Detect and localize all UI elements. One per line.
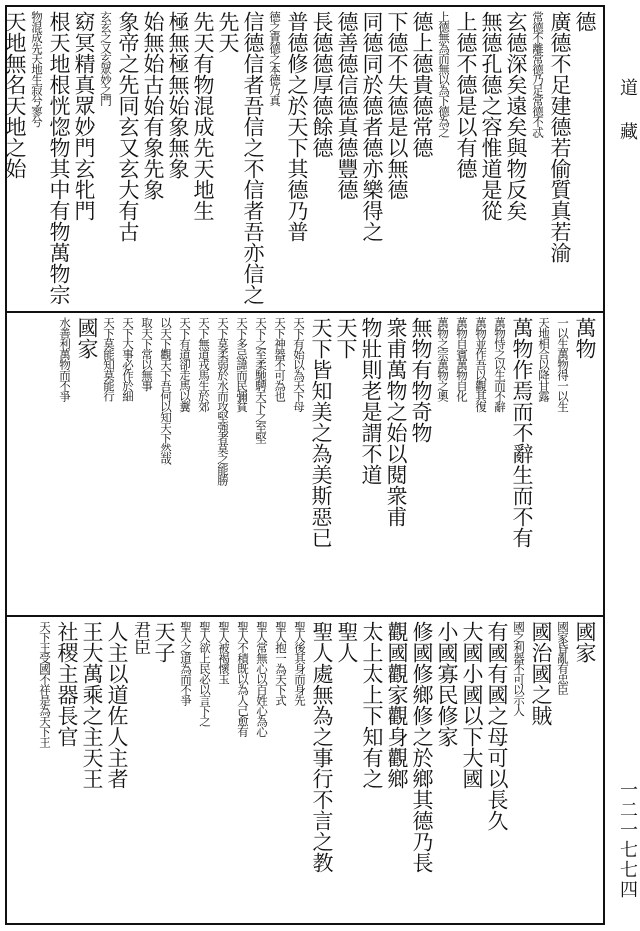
text-column: 常德不離常德乃足常德不忒 bbox=[531, 11, 545, 137]
text-column: 普德修之於天下其德乃普 bbox=[285, 11, 309, 242]
text-column: 無物有物奇物 bbox=[409, 317, 433, 443]
text-column: 聖人不積既以為人己愈有 bbox=[236, 621, 250, 737]
text-column: 國家昏亂有忠臣 bbox=[556, 621, 570, 695]
text-column: 天地無名天地之始 bbox=[3, 11, 27, 179]
text-column: 太上太上下知有之 bbox=[360, 621, 384, 789]
text-column: 天下有始以為天下母 bbox=[292, 317, 306, 412]
text-column: 聖人被褐懷玉 bbox=[217, 621, 231, 684]
text-panel-top bbox=[3, 7, 603, 313]
text-column: 長德德厚德餘德 bbox=[310, 11, 334, 158]
text-column: 萬物之宗萬物之奧 bbox=[436, 317, 450, 401]
text-panel-bottom bbox=[7, 617, 603, 923]
text-column: 窈冥精真眾妙門玄牝門 bbox=[72, 11, 96, 221]
text-column: 天下多忌諱而民彌貧 bbox=[235, 317, 249, 412]
text-column: 聖人之道為而不爭 bbox=[179, 621, 193, 705]
text-column: 先天有物混成先天地生 bbox=[191, 11, 215, 221]
text-column: 聖人抱一為天下式 bbox=[274, 621, 288, 705]
text-column: 德之貴德之本德乃真 bbox=[268, 11, 282, 106]
text-column: 德善德信德真德豐德 bbox=[335, 11, 359, 200]
text-column: 無德孔德之容惟道是從 bbox=[479, 11, 503, 221]
text-column: 國之利器不可以示人 bbox=[512, 621, 526, 716]
text-column: 天下神器不可為也 bbox=[273, 317, 287, 401]
text-column: 始無始古始有象先象 bbox=[141, 11, 165, 200]
text-column: 國家 bbox=[573, 621, 597, 663]
text-column: 根天地根恍惚物其中有物萬物宗 bbox=[47, 11, 71, 305]
text-column: 聖人欲上民必以言下之 bbox=[198, 621, 212, 726]
text-column: 天下莫柔弱於水而攻堅強者莫之能勝 bbox=[216, 317, 230, 485]
text-column: 水善利萬物而不爭 bbox=[58, 317, 72, 401]
text-column: 天下大事必作於細 bbox=[121, 317, 135, 401]
text-column: 廣德不足建德若偷質真若渝 bbox=[548, 11, 572, 263]
text-column: 聖人常無心以百姓心為心 bbox=[255, 621, 269, 737]
text-column: 德 bbox=[573, 11, 597, 32]
text-column: 聖人後其身而身先 bbox=[293, 621, 307, 705]
text-column: 觀國觀家觀身觀鄉 bbox=[385, 621, 409, 789]
text-column: 聖人 bbox=[335, 621, 359, 663]
text-column: 國治國之賊 bbox=[529, 621, 553, 726]
text-column: 天下 bbox=[334, 317, 358, 359]
text-column: 聖人處無為之事行不言之教 bbox=[310, 621, 334, 873]
text-column: 萬物恃之以生而不辭 bbox=[493, 317, 507, 412]
text-column: 取天下常以無事 bbox=[140, 317, 154, 391]
text-column: 玄德深矣遠矣與物反矣 bbox=[504, 11, 528, 221]
text-column: 上德無為而無以為下德為之 bbox=[437, 11, 451, 137]
text-column: 物壯則老是謂不道 bbox=[359, 317, 383, 485]
text-panel-middle bbox=[7, 313, 603, 617]
text-column: 萬物 bbox=[573, 317, 597, 359]
text-column: 下德不失德是以無德 bbox=[385, 11, 409, 200]
text-column: 同德同於德者德亦樂得之 bbox=[360, 11, 384, 242]
page-number: 一二一七七四 bbox=[617, 780, 638, 900]
text-column: 天下皆知美之為美斯惡已 bbox=[309, 317, 333, 548]
text-column: 萬物自賓萬物自化 bbox=[455, 317, 469, 401]
text-column: 物混成先天地生寂兮寥兮 bbox=[30, 11, 44, 127]
text-column: 以天下觀天下吾何以知天下然哉 bbox=[159, 317, 173, 464]
text-column: 德上德貴德常德 bbox=[410, 11, 434, 158]
text-column: 有國有國之母可以長久 bbox=[485, 621, 509, 831]
text-column: 天下莫能知莫能行 bbox=[102, 317, 116, 401]
text-column: 天地相合以降甘露 bbox=[537, 317, 551, 401]
text-column: 極無極無始象無象 bbox=[166, 11, 190, 179]
text-column: 萬物並作吾以觀其復 bbox=[474, 317, 488, 412]
text-column: 王大萬乘之主天王 bbox=[80, 621, 104, 789]
text-column: 天下有道卻走馬以糞 bbox=[178, 317, 192, 412]
scripture-page bbox=[5, 5, 605, 925]
text-column: 修國修鄉修之於鄉其德乃長 bbox=[410, 621, 434, 873]
text-column: 天下王受國不祥是為天下王 bbox=[38, 621, 52, 747]
text-column: 上德不德是以有德 bbox=[454, 11, 478, 179]
text-column: 先天 bbox=[216, 11, 240, 53]
text-column: 國家 bbox=[75, 317, 99, 359]
text-column: 天子 bbox=[152, 621, 176, 663]
text-column: 大國小國以下大國 bbox=[460, 621, 484, 789]
text-column: 象帝之先同玄又玄大有古 bbox=[116, 11, 140, 242]
text-column: 玄玄之又玄眾妙之門 bbox=[99, 11, 113, 106]
text-column: 萬物作焉而不辭生而不有 bbox=[510, 317, 534, 548]
text-column: 小國寡民修家 bbox=[435, 621, 459, 747]
text-column: 社稷主器長官 bbox=[55, 621, 79, 747]
text-column: 人主以道佐人主者 bbox=[105, 621, 129, 789]
text-column: 衆甫萬物之始以閱衆甫 bbox=[384, 317, 408, 527]
text-column: 天下之至柔馳騁天下之至堅 bbox=[254, 317, 268, 443]
text-column: 信德信者吾信之不信者吾亦信之 bbox=[241, 11, 265, 305]
text-column: 一以生萬物得一以生 bbox=[556, 317, 570, 412]
text-column: 君臣 bbox=[130, 621, 150, 655]
text-column: 天下無道戎馬生於郊 bbox=[197, 317, 211, 412]
collection-title: 道藏 bbox=[617, 78, 638, 166]
